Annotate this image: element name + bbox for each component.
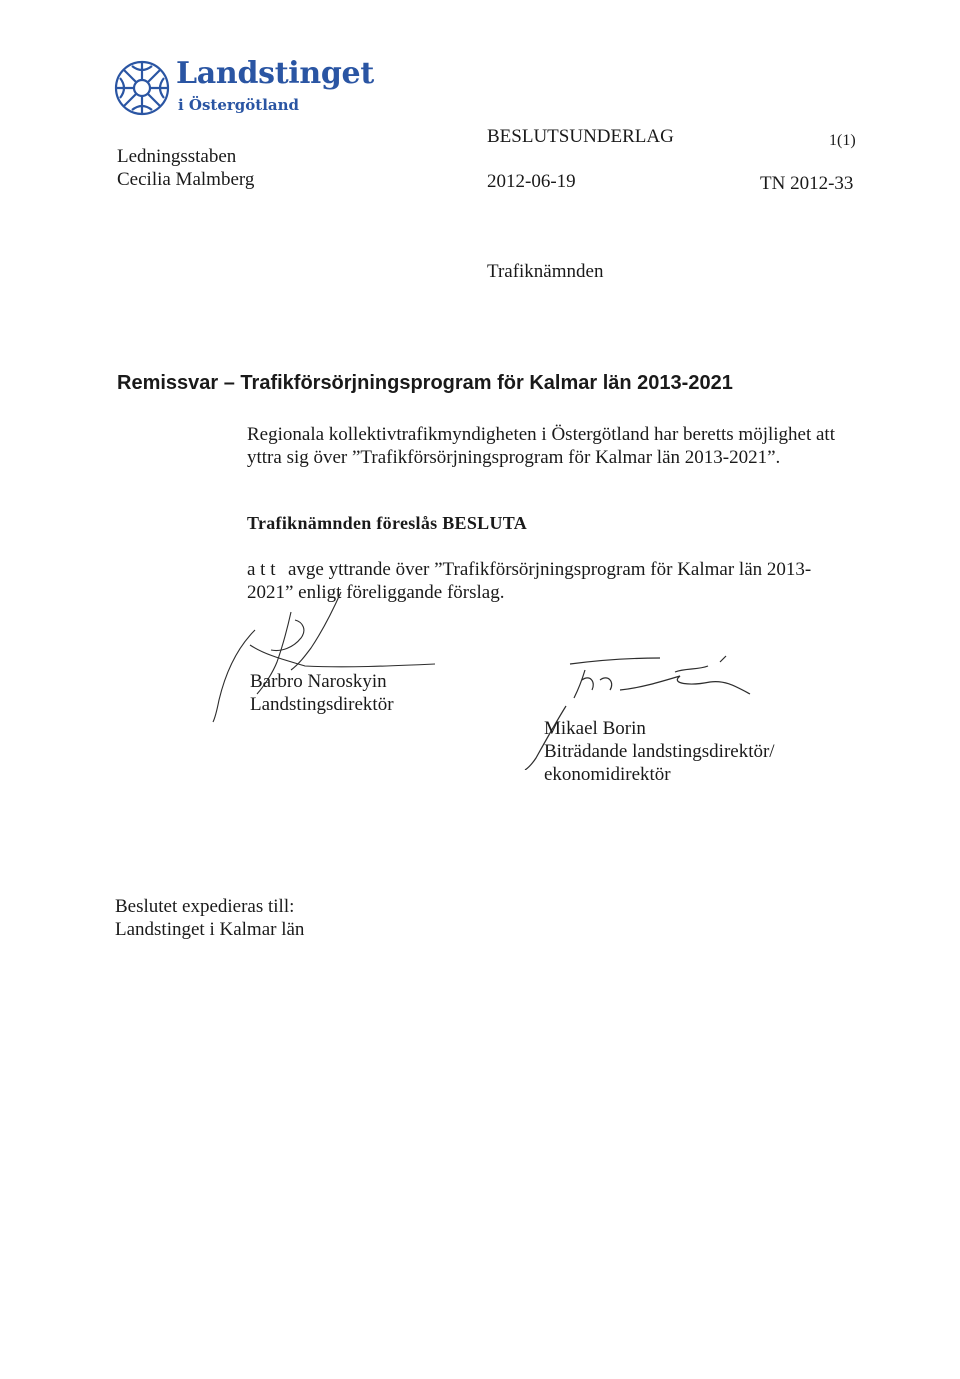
signatory-2-name: Mikael Borin: [544, 718, 646, 739]
logo: [112, 56, 372, 126]
department: Ledningsstaben: [117, 146, 237, 167]
doc-type: BESLUTSUNDERLAG: [487, 126, 674, 147]
distribution-recipient: Landstinget i Kalmar län: [115, 919, 305, 940]
distribution-label: Beslutet expedieras till:: [115, 896, 295, 917]
proposal-line-2: 2021” enligt föreliggande förslag.: [247, 582, 505, 603]
proposal-heading: Trafiknämnden föreslås BESLUTA: [247, 513, 528, 533]
logo-org-name: Landstinget: [176, 56, 374, 91]
doc-reference: TN 2012-33: [760, 173, 854, 194]
signatory-1-title: Landstingsdirektör: [250, 694, 394, 715]
proposal-line-1: avge yttrande över ”Trafikförsörjningsprogram för Kalmar län 2013-: [288, 559, 812, 580]
doc-date: 2012-06-19: [487, 171, 576, 192]
signatory-2-title-line-2: ekonomidirektör: [544, 764, 671, 785]
author: Cecilia Malmberg: [117, 169, 255, 190]
signatory-1-name: Barbro Naroskyin: [250, 671, 387, 692]
logo-org-sub: i Östergötland: [178, 96, 300, 114]
page-title: Remissvar – Trafikförsörjningsprogram för Kalmar län 2013-2021: [117, 372, 733, 394]
page-number: 1(1): [829, 132, 856, 149]
att-label: a t t: [247, 559, 276, 580]
landstinget-emblem-icon: [112, 58, 172, 118]
intro-line-1: Regionala kollektivtrafikmyndigheten i Östergötland har beretts möjlighet att: [247, 424, 835, 445]
signatory-2-title-line-1: Biträdande landstingsdirektör/: [544, 741, 775, 762]
intro-line-2: yttra sig över ”Trafikförsörjningsprogram för Kalmar län 2013-2021”.: [247, 447, 781, 468]
recipient: Trafiknämnden: [487, 261, 604, 282]
